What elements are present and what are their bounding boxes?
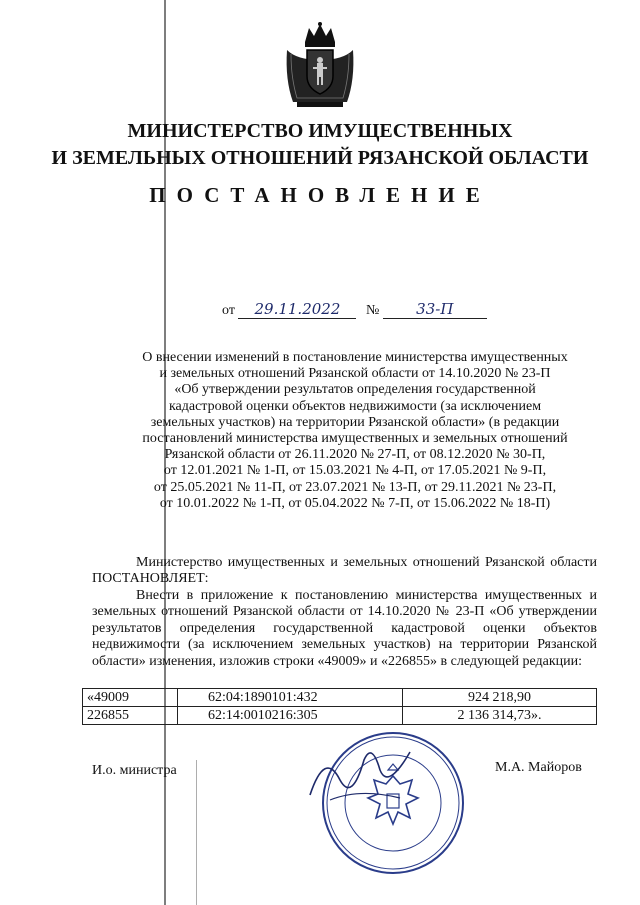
cadastral-value-cell: 924 218,90 [403, 689, 597, 707]
subject-line: от 10.01.2022 № 1-П, от 05.04.2022 № 7-П, от 15.06.2022 № 18-П) [159, 495, 551, 511]
table-row [83, 707, 597, 725]
subject-line: О внесении изменений в постановление министерства имущественных [142, 350, 568, 365]
subject-line: и земельных отношений Рязанской области от 14.10.2020 № 23-П [159, 366, 551, 382]
signatory-name: М.А. Майоров [495, 760, 582, 775]
subject-line: постановлений министерства имущественных и земельных отношений [142, 431, 568, 447]
subject-line: земельных участков) на территории Рязанской области» (в редакции [150, 414, 560, 430]
cadastral-value-cell: 2 136 314,73». [403, 707, 597, 725]
signatory-position: И.о. министра [92, 763, 177, 778]
cadastral-value-table [82, 688, 597, 725]
coat-of-arms-emblem-icon [283, 20, 357, 108]
ministry-title-line2: И ЗЕМЕЛЬНЫХ ОТНОШЕНИЙ РЯЗАНСКОЙ ОБЛАСТИ [51, 147, 589, 169]
subject-block [100, 350, 610, 512]
subject-line: Рязанской области от 26.11.2020 № 27-П, от 08.12.2020 № 30-П, [164, 447, 546, 463]
handwritten-number: 33-П [383, 300, 487, 319]
object-number-cell: 226855 [83, 707, 178, 725]
date-number-line [222, 300, 487, 319]
number-label: № [365, 303, 380, 318]
date-label: от [222, 303, 235, 318]
subject-line: «Об утверждении результатов определения государственной [174, 382, 536, 398]
cadastral-number-cell: 62:04:1890101:432 [178, 689, 403, 707]
handwritten-signature-icon [300, 740, 440, 810]
object-number-cell: «49009 [83, 689, 178, 707]
subject-line: кадастровой оценки объектов недвижимости (за исключением [168, 398, 542, 414]
item1-paragraph: Внести в приложение к постановлению министерства имущественных и земельных отношений Рязанской области от 14.10.2020 № 23-П «Об утверждении результатов определения государственной кадастровой оценки объектов недвижимости (за исключением земельных участков) на территории Рязанской области» изменения, изложив строки «49009» и «226855» в следующей редакции: [92, 588, 597, 669]
table-row [83, 689, 597, 707]
cadastral-number-cell: 62:14:0010216:305 [178, 707, 403, 725]
ministry-title-line1: МИНИСТЕРСТВО ИМУЩЕСТВЕННЫХ [127, 120, 513, 142]
intro-paragraph: Министерство имущественных и земельных отношений Рязанской области ПОСТАНОВЛЯЕТ: [92, 555, 597, 587]
handwritten-date: 29.11.2022 [238, 300, 356, 319]
subject-line: от 12.01.2021 № 1-П, от 15.03.2021 № 4-П, от 17.05.2021 № 9-П, [163, 463, 547, 479]
scan-artifact-line [196, 760, 197, 905]
document-type-heading: ПОСТАНОВЛЕНИЕ [149, 183, 491, 207]
subject-line: от 25.05.2021 № 11-П, от 23.07.2021 № 13-П, от 29.11.2021 № 23-П, [153, 479, 557, 495]
